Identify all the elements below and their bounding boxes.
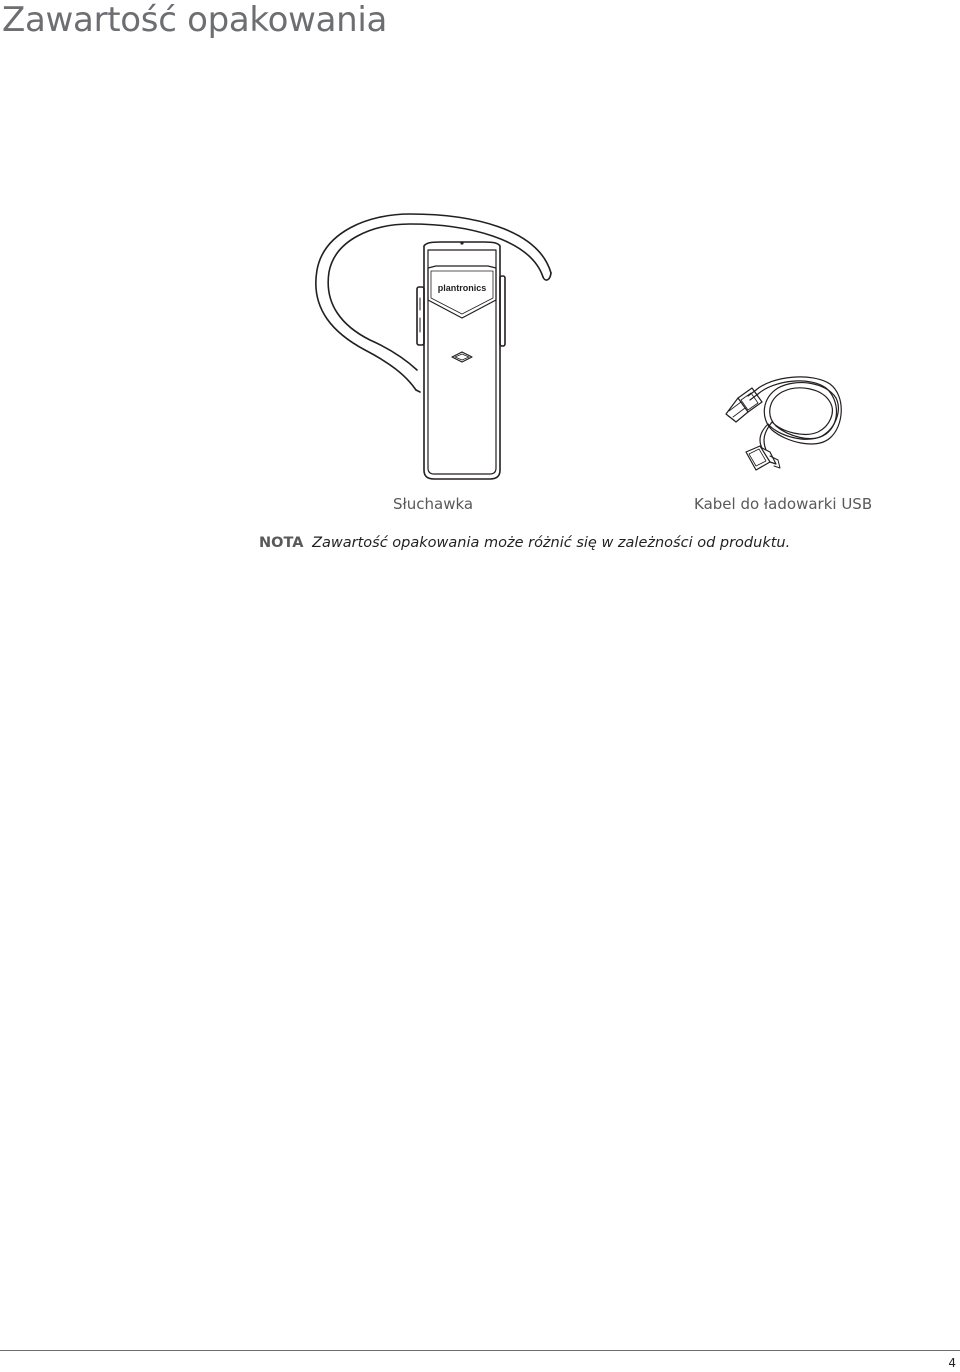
brand-logo: plantronics [437,283,487,293]
footer-divider [0,1350,960,1351]
usb-cable-illustration-icon [718,370,848,482]
note-text: Zawartość opakowania może różnić się w zależności od produktu. [312,535,791,551]
headset-illustration-icon [300,212,570,484]
headset-caption: Słuchawka [393,495,474,513]
page-title: Zawartość opakowania [2,0,388,40]
usb-cable-caption: Kabel do ładowarki USB [694,495,873,513]
note-label: NOTA [259,535,304,551]
note [259,534,790,552]
page-number: 4 [948,1356,956,1370]
